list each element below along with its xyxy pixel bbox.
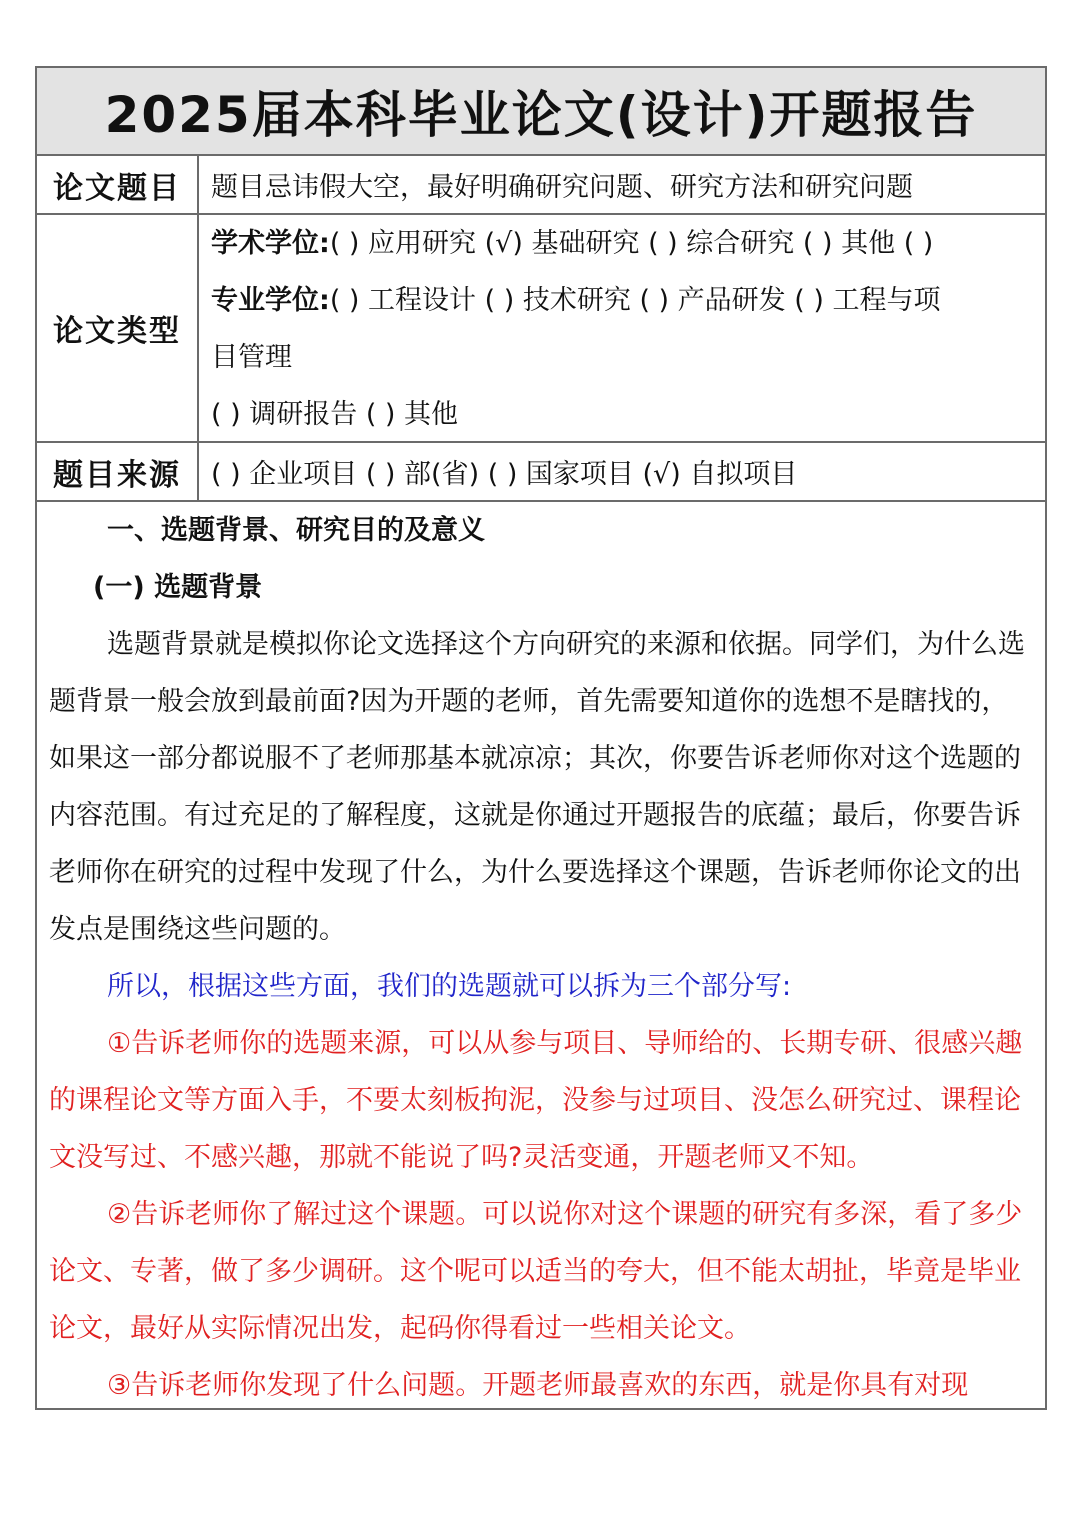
proposal-body: [37, 502, 1045, 1408]
thesis-topic-value: 题目忌讳假大空，最好明确研究问题、研究方法和研究问题: [211, 172, 913, 203]
topic-source-options: ( ) 企业项目 ( ) 部(省) ( ) 国家项目 (√) 自拟项目: [211, 459, 798, 490]
academic-degree-options: ( ) 应用研究 (√) 基础研究 ( ) 综合研究 ( ) 其他 ( ): [329, 228, 934, 259]
row-thesis-type: [37, 215, 1045, 443]
professional-degree-options-3: ( ) 调研报告 ( ) 其他: [211, 399, 459, 430]
point-3-paragraph: ③告诉老师你发现了什么问题。开题老师最喜欢的东西，就是你具有对现: [107, 1370, 969, 1401]
subsection-heading: (一) 选题背景: [93, 572, 263, 603]
background-paragraph: 选题背景就是模拟你论文选择这个方向研究的来源和依据。同学们，为什么选题背景一般会放到最前面?因为开题的老师，首先需要知道你的选想不是瞎找的，如果这一部分都说服不了老师那基本就凉凉；其次，你要告诉老师你对这个选题的内容范围。有过充足的了解程度，这就是你通过开题报告的底蕴；最后，你要告诉老师你在研究的过程中发现了什么，为什么要选择这个课题，告诉老师你论文的出发点是围绕这些问题的。: [49, 629, 1025, 945]
professional-degree-options-2: 目管理: [211, 342, 292, 373]
academic-degree-line: [211, 215, 1037, 272]
thesis-type-options: [199, 215, 1045, 441]
professional-degree-line: [211, 272, 1037, 329]
point-2-paragraph: ②告诉老师你了解过这个课题。可以说你对这个课题的研究有多深，看了多少论文、专著，做了多少调研。这个呢可以适当的夸大，但不能太胡扯，毕竟是毕业论文，最好从实际情况出发，起码你得看过一些相关论文。: [49, 1199, 1023, 1344]
row-thesis-topic: [37, 156, 1045, 215]
topic-source-label: 题目来源: [37, 443, 199, 500]
thesis-topic-label: 论文题目: [37, 156, 199, 213]
point-1-paragraph: ①告诉老师你的选题来源，可以从参与项目、导师给的、长期专研、很感兴趣的课程论文等方面入手，不要太刻板拘泥，没参与过项目、没怎么研究过、课程论文没写过、不感兴趣，那就不能说了吗?灵活变通，开题老师又不知。: [49, 1028, 1023, 1173]
row-topic-source: [37, 443, 1045, 502]
professional-degree-label: 专业学位:: [211, 285, 330, 316]
professional-degree-options-1: ( ) 工程设计 ( ) 技术研究 ( ) 产品研发 ( ) 工程与项: [329, 285, 941, 316]
academic-degree-label: 学术学位:: [211, 228, 330, 259]
proposal-form: [35, 66, 1047, 1410]
thesis-type-label: 论文类型: [37, 215, 199, 441]
form-title: 2025届本科毕业论文(设计)开题报告: [37, 68, 1045, 156]
summary-paragraph: 所以，根据这些方面，我们的选题就可以拆为三个部分写:: [107, 971, 792, 1002]
section-heading: 一、选题背景、研究目的及意义: [107, 515, 485, 546]
